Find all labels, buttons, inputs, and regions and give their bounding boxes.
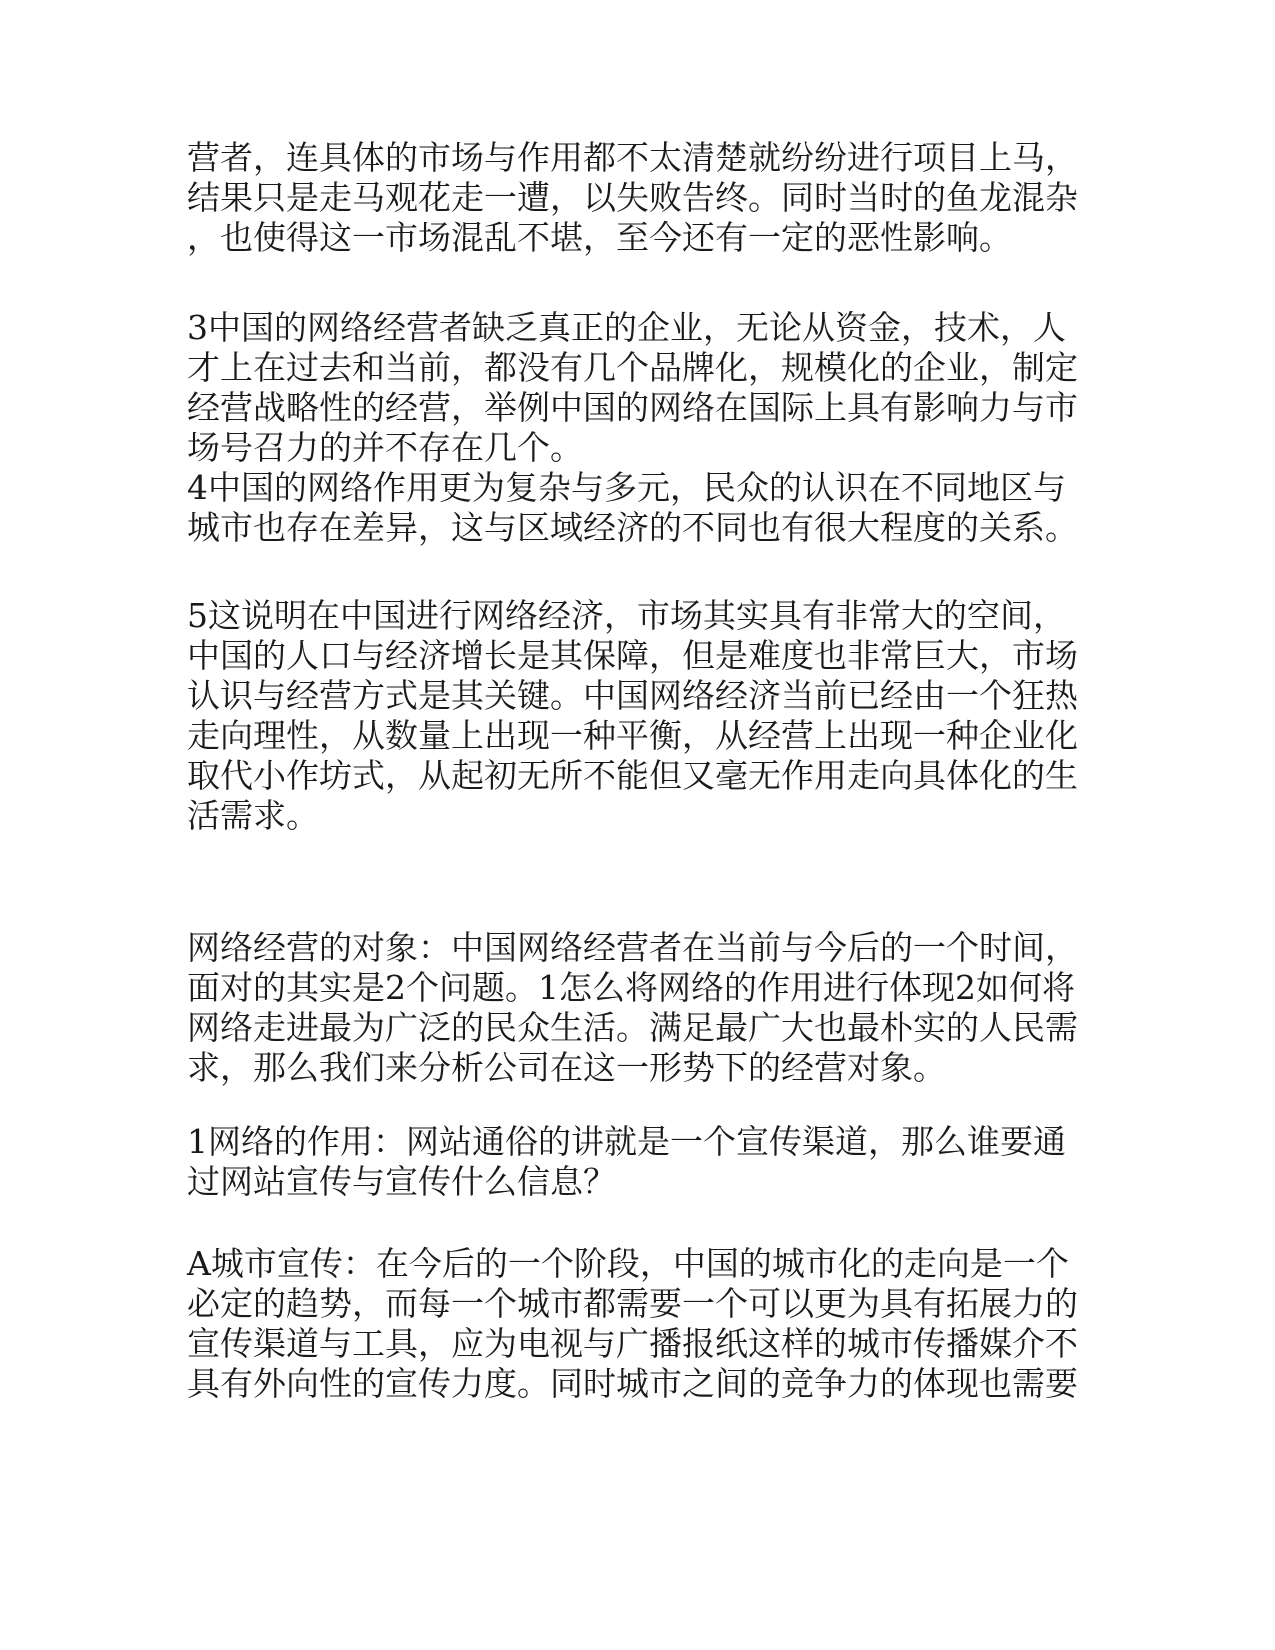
text-line: 取代小作坊式，从起初无所不能但又毫无作用走向具体化的生 xyxy=(187,756,1078,795)
text-line: 面对的其实是2个问题。1怎么将网络的作用进行体现2如何将 xyxy=(187,968,1075,1007)
text-line: 网络经营的对象：中国网络经营者在当前与今后的一个时间， xyxy=(187,928,1078,967)
paragraph-1 xyxy=(187,138,1087,258)
text-line: 认识与经营方式是其关键。中国网络经济当前已经由一个狂热 xyxy=(187,676,1078,715)
text-line: 求，那么我们来分析公司在这一形势下的经营对象。 xyxy=(187,1048,946,1087)
text-line: 经营战略性的经营，举例中国的网络在国际上具有影响力与市 xyxy=(187,388,1078,427)
text-line: A城市宣传：在今后的一个阶段，中国的城市化的走向是一个 xyxy=(187,1244,1069,1283)
text-line: 1网络的作用：网站通俗的讲就是一个宣传渠道，那么谁要通 xyxy=(187,1122,1066,1161)
text-line: 走向理性，从数量上出现一种平衡，从经营上出现一种企业化 xyxy=(187,716,1078,755)
text-line: 营者，连具体的市场与作用都不太清楚就纷纷进行项目上马， xyxy=(187,138,1078,177)
text-line: 网络走进最为广泛的民众生活。满足最广大也最朴实的人民需 xyxy=(187,1008,1078,1047)
text-line: 宣传渠道与工具，应为电视与广播报纸这样的城市传播媒介不 xyxy=(187,1324,1078,1363)
text-line: 具有外向性的宣传力度。同时城市之间的竞争力的体现也需要 xyxy=(187,1364,1078,1403)
text-line: 结果只是走马观花走一遭，以失败告终。同时当时的鱼龙混杂 xyxy=(187,178,1078,217)
paragraph-2 xyxy=(187,308,1087,548)
text-line: 3中国的网络经营者缺乏真正的企业，无论从资金，技术，人 xyxy=(187,308,1066,347)
paragraph-4 xyxy=(187,928,1087,1088)
text-line: 场号召力的并不存在几个。 xyxy=(187,428,583,467)
text-line: ，也使得这一市场混乱不堪，至今还有一定的恶性影响。 xyxy=(187,218,1012,257)
text-line: 才上在过去和当前，都没有几个品牌化，规模化的企业，制定 xyxy=(187,348,1078,387)
paragraph-6 xyxy=(187,1244,1087,1404)
text-line: 活需求。 xyxy=(187,796,319,835)
text-line: 5这说明在中国进行网络经济，市场其实具有非常大的空间， xyxy=(187,596,1066,635)
text-line: 4中国的网络作用更为复杂与多元，民众的认识在不同地区与 xyxy=(187,468,1066,507)
text-line: 过网站宣传与宣传什么信息？ xyxy=(187,1162,616,1201)
text-line: 城市也存在差异，这与区域经济的不同也有很大程度的关系。 xyxy=(187,508,1078,547)
text-line: 中国的人口与经济增长是其保障，但是难度也非常巨大，市场 xyxy=(187,636,1078,675)
paragraph-5 xyxy=(187,1122,1087,1202)
text-line: 必定的趋势，而每一个城市都需要一个可以更为具有拓展力的 xyxy=(187,1284,1078,1323)
paragraph-3 xyxy=(187,596,1087,836)
